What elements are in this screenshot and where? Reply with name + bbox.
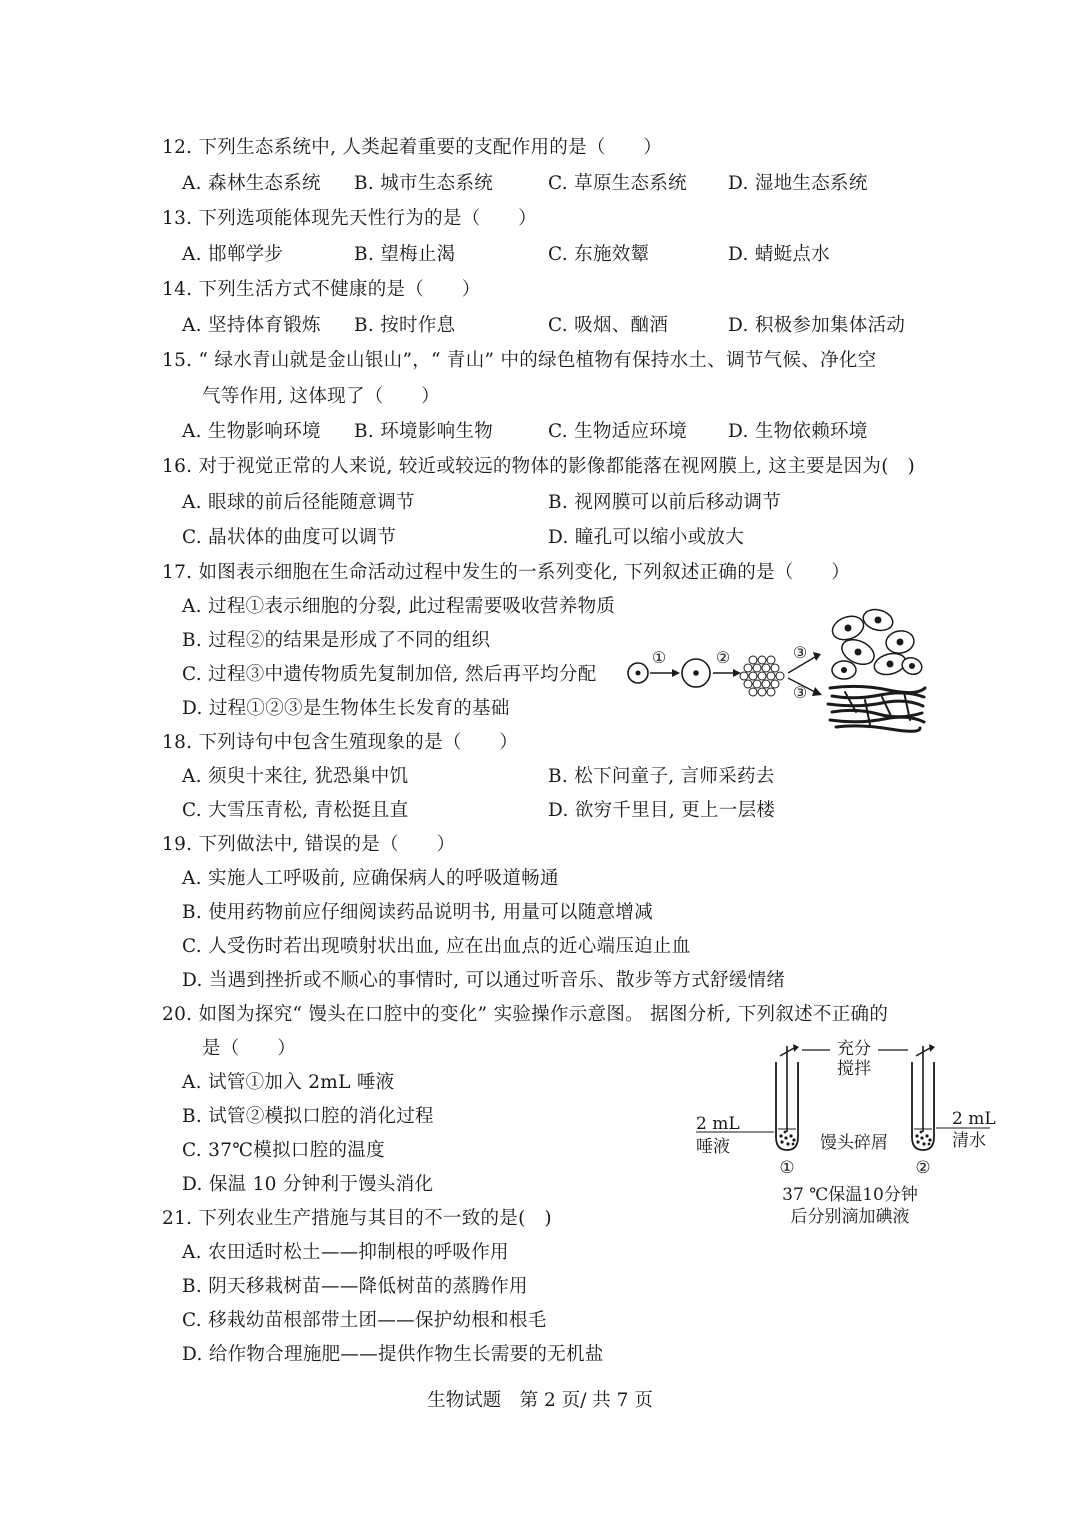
process-1-label: ① (651, 648, 667, 667)
saliva-amount-label: 2 mL (696, 1114, 740, 1134)
q21-option-d: D. 给作物合理施肥——提供作物生长需要的无机盐 (182, 1344, 604, 1365)
q16-option-d: D. 瞳孔可以缩小或放大 (548, 527, 745, 548)
question-21-stem: 21. 下列农业生产措施与其目的不一致的是( ) (162, 1208, 552, 1229)
tube-1-label: ① (779, 1158, 795, 1178)
process-3-upper-label: ③ (792, 643, 808, 662)
q14-option-d: D. 积极参加集体活动 (728, 315, 906, 336)
q13-option-d: D. 蜻蜓点水 (728, 244, 831, 265)
stir-label-2: 搅拌 (837, 1059, 871, 1079)
q19-option-d: D. 当遇到挫折或不顺心的事情时, 可以通过听音乐、散步等方式舒缓情绪 (182, 970, 786, 991)
question-13-stem: 13. 下列选项能体现先天性行为的是（ ） (162, 208, 537, 229)
q15-option-d: D. 生物依赖环境 (728, 421, 868, 442)
q15-option-a: A. 生物影响环境 (182, 421, 321, 442)
water-amount-label: 2 mL (952, 1109, 996, 1129)
stir-label-1: 充分 (837, 1039, 871, 1059)
question-17-stem: 17. 如图表示细胞在生命活动过程中发生的一系列变化, 下列叙述正确的是（ ） (162, 562, 851, 583)
process-3-lower-label: ③ (792, 683, 808, 702)
q20-option-d: D. 保温 10 分钟利于馒头消化 (182, 1174, 434, 1195)
q21-option-b: B. 阴天移栽树苗——降低树苗的蒸腾作用 (182, 1276, 528, 1297)
q14-option-c: C. 吸烟、酗酒 (548, 315, 669, 336)
q18-option-c: C. 大雪压青松, 青松挺且直 (182, 800, 409, 821)
question-14-stem: 14. 下列生活方式不健康的是（ ） (162, 279, 481, 300)
q12-option-d: D. 湿地生态系统 (728, 173, 868, 194)
q17-option-a: A. 过程①表示细胞的分裂, 此过程需要吸收营养物质 (182, 596, 616, 617)
q17-option-d: D. 过程①②③是生物体生长发育的基础 (182, 698, 510, 719)
cell-cluster (740, 656, 784, 696)
water-label: 清水 (952, 1131, 986, 1151)
q21-option-c: C. 移栽幼苗根部带土团——保护幼根和根毛 (182, 1310, 547, 1331)
q18-option-b: B. 松下问童子, 言师采药去 (548, 766, 775, 787)
q16-option-a: A. 眼球的前后径能随意调节 (182, 492, 415, 513)
q20-option-c: C. 37℃模拟口腔的温度 (182, 1140, 385, 1161)
bread-crumbs-label: 馒头碎屑 (820, 1133, 888, 1153)
q15-option-c: C. 生物适应环境 (548, 421, 687, 442)
q14-option-a: A. 坚持体育锻炼 (182, 315, 321, 336)
page-footer: 生物试题 第 2 页/ 共 7 页 (427, 1390, 653, 1411)
cell-division-diagram (620, 600, 930, 735)
question-19-stem: 19. 下列做法中, 错误的是（ ） (162, 834, 456, 855)
tube-2-label: ② (915, 1158, 931, 1178)
q13-option-a: A. 邯郸学步 (182, 244, 284, 265)
question-16-stem: 16. 对于视觉正常的人来说, 较近或较远的物体的影像都能落在视网膜上, 这主要是因为( ) (162, 456, 916, 477)
question-15-stem-cont: 气等作用, 这体现了（ ） (202, 386, 440, 407)
q16-option-c: C. 晶状体的曲度可以调节 (182, 527, 397, 548)
q12-option-c: C. 草原生态系统 (548, 173, 687, 194)
q12-option-b: B. 城市生态系统 (354, 173, 494, 194)
question-15-stem: 15. “ 绿水青山就是金山银山”，“ 青山” 中的绿色植物有保持水土、调节气候、净化空 (162, 350, 877, 371)
q14-option-b: B. 按时作息 (354, 315, 456, 336)
q20-option-a: A. 试管①加入 2mL 唾液 (182, 1072, 395, 1093)
test-tube-diagram (690, 1032, 1000, 1232)
q18-option-d: D. 欲穷千里目, 更上一层楼 (548, 800, 776, 821)
question-20-stem-cont: 是（ ） (202, 1038, 297, 1059)
q15-option-b: B. 环境影响生物 (354, 421, 494, 442)
q16-option-b: B. 视网膜可以前后移动调节 (548, 492, 782, 513)
q19-option-c: C. 人受伤时若出现喷射状出血, 应在出血点的近心端压迫止血 (182, 936, 691, 957)
q12-option-a: A. 森林生态系统 (182, 173, 321, 194)
saliva-label: 唾液 (696, 1137, 730, 1157)
q17-option-c: C. 过程③中遗传物质先复制加倍, 然后再平均分配 (182, 664, 597, 685)
q13-option-c: C. 东施效颦 (548, 244, 650, 265)
q19-option-a: A. 实施人工呼吸前, 应确保病人的呼吸道畅通 (182, 868, 559, 889)
q18-option-a: A. 须臾十来往, 犹恐巢中饥 (182, 766, 409, 787)
q13-option-b: B. 望梅止渴 (354, 244, 456, 265)
incubation-note-1: 37 ℃保温10分钟 (782, 1185, 918, 1205)
q19-option-b: B. 使用药物前应仔细阅读药品说明书, 用量可以随意增减 (182, 902, 654, 923)
q17-option-b: B. 过程②的结果是形成了不同的组织 (182, 630, 491, 651)
question-18-stem: 18. 下列诗句中包含生殖现象的是（ ） (162, 732, 519, 753)
tissue-lower (828, 686, 925, 731)
process-2-label: ② (715, 648, 731, 667)
q21-option-a: A. 农田适时松土——抑制根的呼吸作用 (182, 1242, 509, 1263)
q20-option-b: B. 试管②模拟口腔的消化过程 (182, 1106, 434, 1127)
question-12-stem: 12. 下列生态系统中, 人类起着重要的支配作用的是（ ） (162, 137, 663, 158)
incubation-note-2: 后分别滴加碘液 (790, 1207, 910, 1227)
question-20-stem: 20. 如图为探究“ 馒头在口腔中的变化” 实验操作示意图。 据图分析, 下列叙述不正确的 (162, 1004, 889, 1025)
